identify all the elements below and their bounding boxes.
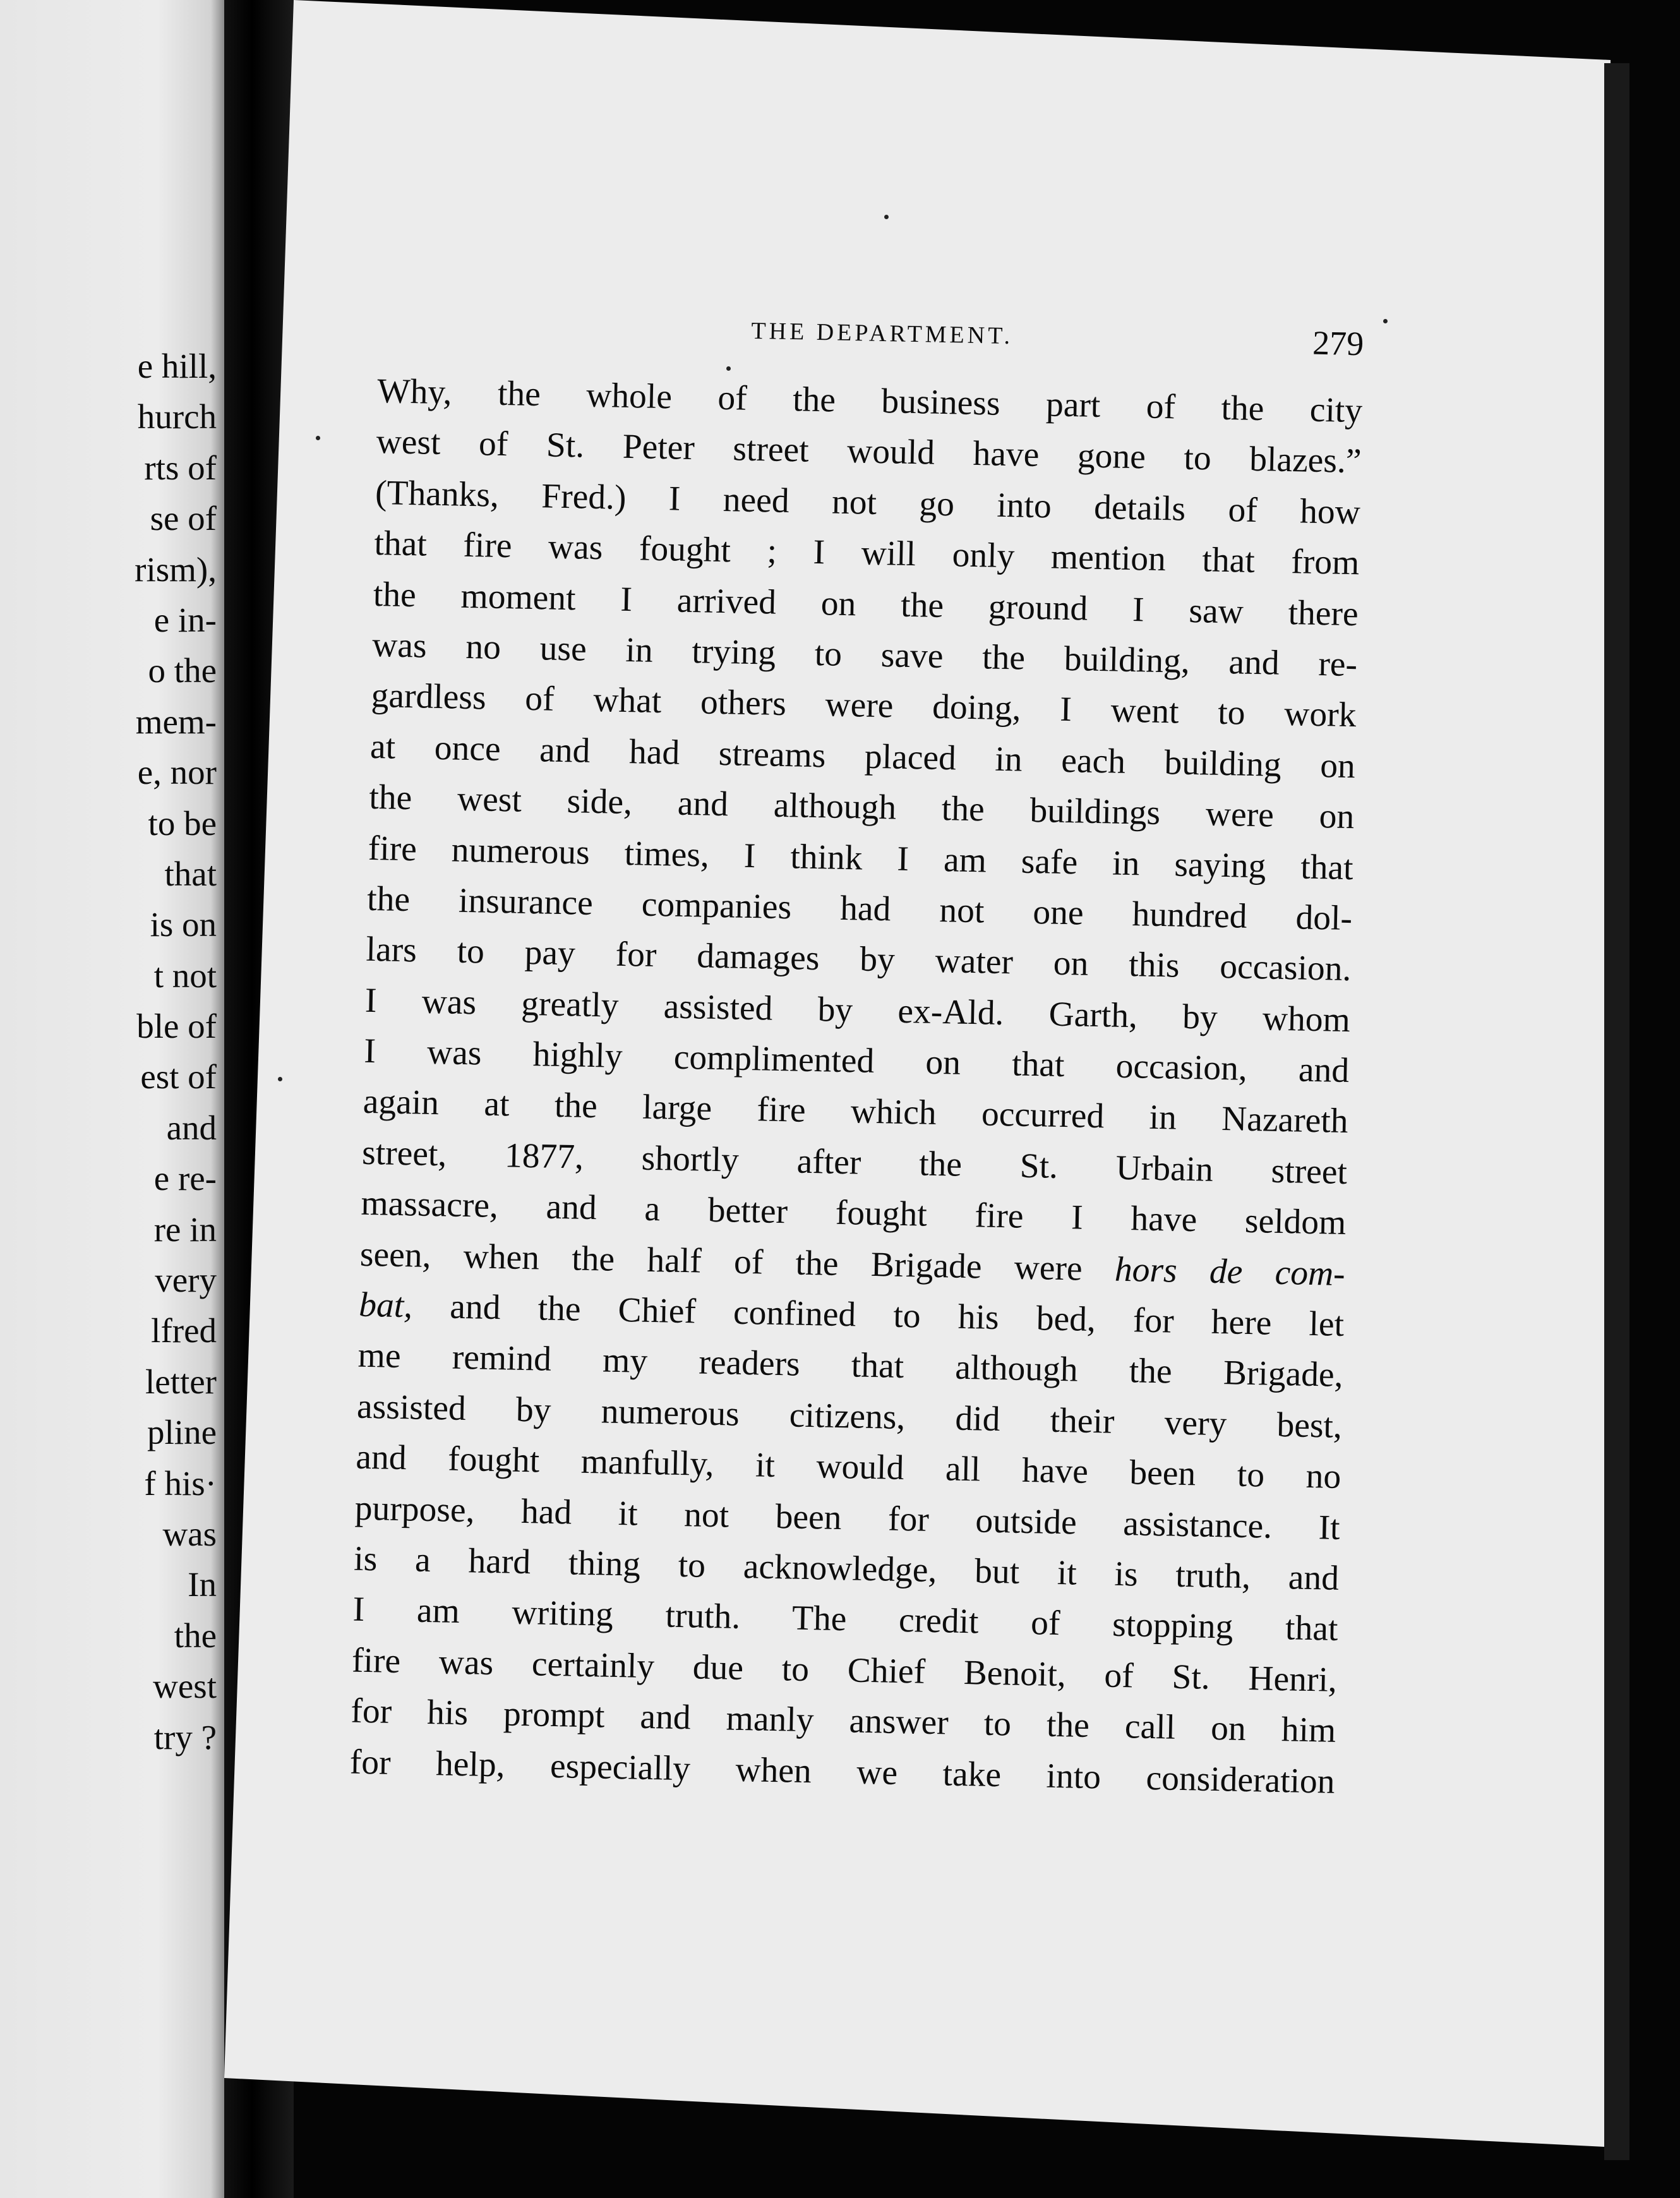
text-line: the moment I arrived on the ground I saw there	[373, 575, 1359, 634]
dust-speck	[316, 436, 320, 440]
dust-speck	[1383, 319, 1388, 323]
text-line: for his prompt and manly answer to the call on him	[350, 1691, 1336, 1751]
italic-phrase: bat,	[358, 1285, 413, 1326]
left-line: In	[188, 1565, 217, 1604]
left-line: lfred	[151, 1311, 217, 1350]
left-line: to be	[148, 803, 217, 843]
page-content	[349, 309, 1364, 1808]
text-line: lars to pay for damages by water on this occasion.	[366, 930, 1352, 989]
dust-speck	[884, 215, 889, 219]
text-line: purpose, had it not been for outside assistance. It	[354, 1489, 1341, 1547]
left-line: se of	[150, 499, 217, 538]
left-line: e in-	[153, 600, 217, 639]
left-line: o the	[148, 651, 217, 690]
text-line: street, 1877, shortly after the St. Urbain street	[361, 1133, 1348, 1192]
left-line: try ?	[153, 1717, 217, 1757]
left-line: ble of	[136, 1007, 217, 1046]
left-line: was	[162, 1514, 217, 1553]
text-segment: seen, when the half of the Brigade were	[359, 1235, 1115, 1289]
left-line: letter	[145, 1362, 217, 1401]
page-number: 279	[1312, 323, 1364, 363]
left-line: very	[155, 1261, 217, 1300]
left-line: rts of	[144, 448, 217, 487]
text-line: Why, the whole of the business part of the city	[376, 371, 1363, 431]
left-line: est of	[140, 1057, 217, 1096]
left-line: is on	[150, 905, 217, 944]
left-line: e, nor	[137, 753, 217, 792]
left-line: hurch	[137, 397, 217, 436]
left-page-text	[8, 341, 217, 1763]
text-line: I was greatly assisted by ex-Ald. Garth, by whom	[364, 981, 1351, 1040]
text-line: west of St. Peter street would have gone to blazes.”	[376, 423, 1362, 481]
left-line: t not	[153, 956, 217, 995]
left-line: west	[153, 1667, 217, 1706]
left-line: mem-	[135, 702, 217, 741]
text-line: gardless of what others were doing, I went to work	[371, 676, 1357, 735]
left-line: pline	[147, 1413, 217, 1452]
text-line: assisted by numerous citizens, did their very best,	[356, 1387, 1343, 1446]
text-line: the insurance companies had not one hundred dol-	[366, 879, 1353, 939]
left-line: e hill,	[137, 347, 217, 385]
text-line: fire numerous times, I think I am safe in saying that	[368, 829, 1354, 887]
text-line: the west side, and although the buildings were on	[368, 778, 1355, 837]
text-line: that fire was fought ; I will only mention that from	[373, 524, 1360, 583]
text-segment: and the Chief confined to his bed, for here let	[412, 1287, 1345, 1345]
text-line: fire was certainly due to Chief Benoit, of St. Henri,	[351, 1641, 1338, 1700]
text-line: I was highly complimented on that occasion, and	[363, 1031, 1350, 1091]
dust-speck	[278, 1077, 282, 1081]
italic-phrase: hors de com-	[1114, 1250, 1346, 1294]
text-line: was no use in trying to save the building, and re-	[371, 625, 1358, 685]
body-text	[349, 366, 1363, 1808]
page-edge-shadow	[1604, 63, 1629, 2160]
text-line: and fought manfully, it would all have been to no	[355, 1438, 1341, 1497]
text-line: again at the large fire which occurred in Nazareth	[363, 1083, 1349, 1141]
left-line: the	[174, 1616, 217, 1655]
left-line: that	[164, 854, 217, 893]
text-line: I am writing truth. The credit of stopping that	[352, 1590, 1338, 1649]
left-line: re in	[153, 1210, 217, 1249]
running-title: THE DEPARTMENT.	[751, 317, 1014, 350]
left-line: rism),	[135, 550, 217, 589]
text-line: is a hard thing to acknowledge, but it is truth, and	[353, 1539, 1340, 1598]
text-line: at once and had streams placed in each building on	[369, 727, 1356, 786]
text-line: me remind my readers that although the Brigade,	[357, 1336, 1344, 1395]
text-line: for help, especially when we take into consideration	[349, 1743, 1336, 1801]
left-facing-page	[0, 0, 224, 2198]
text-line: massacre, and a better fought fire I have seldom	[360, 1184, 1347, 1243]
left-line: and	[166, 1108, 217, 1147]
text-line: (Thanks, Fred.) I need not go into details of how	[375, 473, 1361, 532]
left-line: e re-	[153, 1159, 217, 1198]
left-line: f his·	[144, 1463, 217, 1503]
